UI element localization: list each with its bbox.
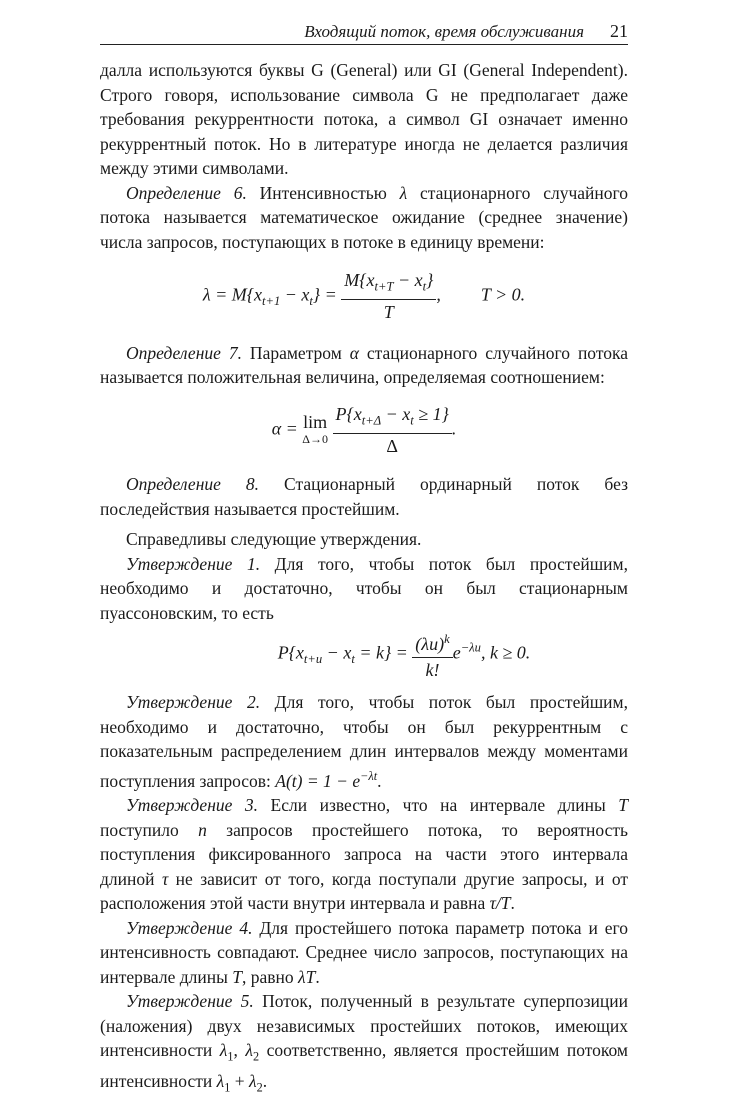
statement-5-sub1: 1 (227, 1049, 234, 1064)
statement-1-label: Утверждение 1. (126, 553, 261, 574)
eq3-close: = k} = (354, 642, 408, 663)
statement-3-text-b: поступило (100, 819, 199, 840)
statement-5-lambda1: λ (219, 1040, 228, 1061)
eq2-lim-word: lim (303, 412, 328, 433)
statement-4-T: T (232, 966, 242, 987)
statement-2-formula: A(t) = 1 − e (275, 770, 361, 791)
statement-3-n: n (198, 819, 207, 840)
statement-3-text-c: запросов простейшего потока, то вероятность поступления фиксированного запроса на части этого интервала длиной (100, 819, 629, 889)
eq3-fraction (412, 627, 452, 682)
statement-4-lambdaT: λT (298, 966, 316, 987)
eq1-close: } = (312, 284, 337, 305)
eq2-num-mid: − x (381, 403, 411, 424)
alpha-symbol: α (349, 342, 359, 363)
statement-4 (100, 916, 628, 990)
statement-4-end: . (315, 966, 320, 987)
eq2-num-sub2: t (410, 413, 414, 428)
statement-5-sum-sub1: 1 (224, 1080, 231, 1095)
eq2-limit (302, 413, 328, 446)
eq2-end: . (451, 418, 457, 439)
eq3-tail: , k ≥ 0. (480, 642, 531, 663)
paragraph-continuation: далла используются буквы G (General) или GI (General Independent). Строго говоря, использование символа G не предполагает даже требования рекуррентности потока, а символ GI означает именно рекуррентный поток. Но в литературе иногда не делается различия между этими символами. (100, 60, 628, 178)
statement-5-label: Утверждение 5. (126, 991, 254, 1012)
statement-4-text-b: , равно (241, 966, 298, 987)
eq1-num-close: } (426, 270, 434, 290)
eq3-mid: − x (322, 642, 352, 663)
statement-5-sum-lambda2: λ (248, 1071, 257, 1092)
running-title: Входящий поток, время обслуживания (304, 22, 584, 41)
definition-7-label: Определение 7. (126, 342, 242, 363)
definition-6 (100, 181, 628, 255)
definition-6-text-b: стационарного случайного потока называется математическое ожидание (среднее значение) числа запросов, поступающих в потоке в единицу времени: (100, 182, 628, 252)
eq1-fraction (341, 268, 436, 325)
statement-3 (100, 793, 628, 916)
eq3-lhs: P{x (277, 642, 304, 663)
eq1-lhs: λ = M{x (202, 284, 262, 305)
statement-5-plus: + (230, 1071, 249, 1092)
definition-8 (100, 472, 628, 521)
definition-8-text: Стационарный ординарный поток без последействия называется простейшим. (100, 474, 628, 519)
definition-8-label: Определение 8. (126, 474, 260, 495)
statement-4-text-a: Для простейшего потока параметр потока и его интенсивность совпадают. Среднее число запросов, поступающих на интервале длины (100, 917, 628, 987)
eq2-num: P{x (335, 403, 362, 424)
definition-7 (100, 341, 628, 390)
eq1-num-mid: − x (393, 270, 423, 290)
statement-5-sub2: 2 (252, 1049, 260, 1064)
definition-7-text-b: стационарного случайного потока называется положительная величина, определяемая соотношением: (100, 342, 628, 388)
eq3-denominator: k! (412, 657, 452, 683)
lambda-symbol: λ (399, 182, 408, 203)
eq1-sub-a: t+1 (261, 294, 281, 309)
statement-2-text: Для того, чтобы поток был простейшим, необходимо и достаточно, чтобы он был рекуррентным с показательным распределением длин интервалов между моментами поступления запросов: (100, 692, 628, 791)
eq2-num-sub: t+Δ (361, 413, 382, 428)
statement-3-text-d: не зависит от того, когда поступали другие запросы, и от расположения этой части внутри интервала и равна (100, 868, 628, 914)
eq3-sub-a: t+u (303, 652, 323, 667)
statement-5-sum-lambda1: λ (216, 1071, 225, 1092)
eq1-num-sub: t+T (374, 279, 394, 294)
eq3-sub-b: t (351, 652, 355, 667)
eq3-num: (λu) (415, 634, 445, 655)
eq2-fraction (333, 402, 452, 459)
equation-intensity (100, 268, 628, 325)
equation-poisson (100, 627, 628, 682)
running-header (100, 20, 628, 45)
statement-5-text-a: Поток, полученный в результате суперпозиции (наложения) двух независимых простейших потоков, имеющих интенсивности (100, 991, 629, 1061)
statement-5-comma: , (233, 1040, 246, 1061)
definition-6-text-a: Интенсивностью (246, 182, 400, 203)
statement-3-label: Утверждение 3. (126, 795, 259, 816)
eq1-condition: T > 0. (480, 284, 526, 305)
page-body (100, 58, 628, 1100)
eq1-sub-b: t (309, 294, 313, 309)
statement-3-tau: τ (161, 868, 169, 889)
statement-1 (100, 552, 628, 626)
statements-intro: Справедливы следующие утверждения. (126, 529, 422, 550)
statement-2-exponent: −λt (360, 768, 378, 783)
eq2-denominator: Δ (333, 433, 452, 459)
statement-2 (100, 690, 628, 793)
definition-7-text-a: Параметром (241, 342, 350, 363)
statement-5-sum-sub2: 2 (256, 1080, 263, 1095)
statement-1-text: Для того, чтобы поток был простейшим, необходимо и достаточно, чтобы он был стационарным пуассоновским, то есть (100, 553, 628, 623)
statement-5-text-b: соответственно, является простейшим потоком интенсивности (100, 1040, 628, 1092)
eq1-num: M{x (344, 270, 375, 290)
statement-2-end: . (377, 770, 382, 791)
eq3-exp-base: e (452, 642, 461, 663)
statement-5-lambda2: λ (245, 1040, 253, 1061)
page-number: 21 (610, 21, 628, 41)
statement-3-end: . (510, 893, 515, 914)
equation-parameter (100, 402, 628, 459)
statement-2-label: Утверждение 2. (126, 692, 261, 713)
eq3-numerator (412, 627, 452, 657)
statement-5 (100, 989, 628, 1100)
eq1-num-sub2: t (422, 279, 427, 294)
eq2-lim-sub: Δ→0 (302, 432, 329, 447)
definition-6-label: Определение 6. (126, 182, 247, 203)
statement-5-end: . (262, 1071, 268, 1092)
eq3-exp-sup: −λu (460, 640, 481, 655)
eq3-num-sup: k (444, 632, 450, 647)
eq1-comma: , (436, 284, 441, 305)
eq2-num-close: ≥ 1} (413, 403, 449, 424)
eq1-numerator (341, 268, 436, 299)
eq2-lhs: α = (271, 418, 298, 439)
eq2-numerator (333, 402, 452, 433)
eq1-mid: − x (280, 284, 310, 305)
statement-3-T: T (618, 795, 628, 816)
statement-3-text-a: Если известно, что на интервале длины (258, 795, 619, 816)
statement-3-ratio: τ/T (489, 893, 511, 914)
eq1-denominator: T (341, 299, 436, 325)
statement-4-label: Утверждение 4. (126, 917, 253, 938)
